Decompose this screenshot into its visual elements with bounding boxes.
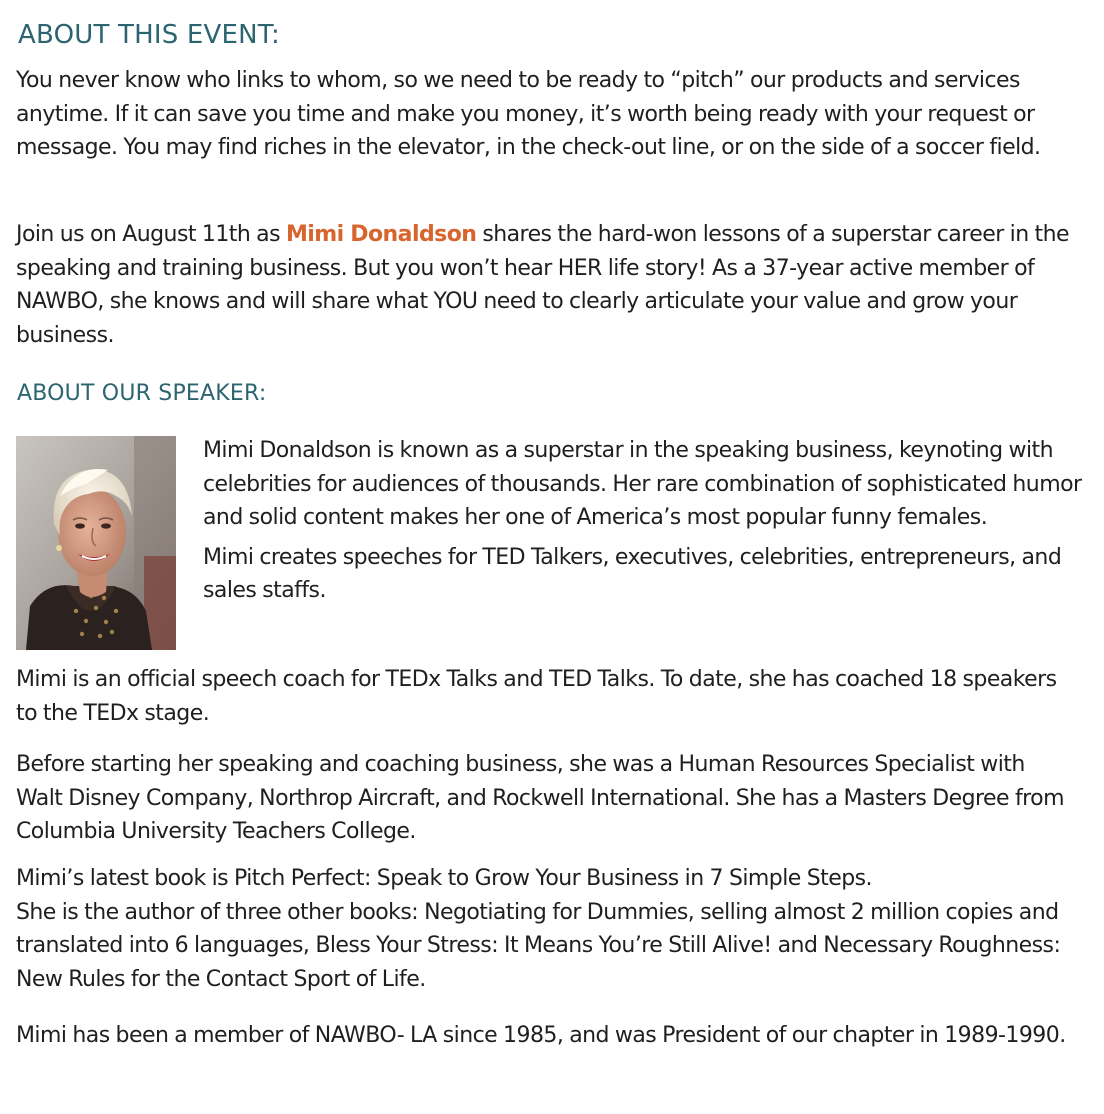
speaker-bio-speeches: Mimi creates speeches for TED Talkers, executives, celebrities, entrepreneurs, and sales staffs. <box>203 544 1062 604</box>
speaker-coaching: Mimi is an official speech coach for TEDx Talks and TED Talks. To date, she has coached 18 speakers to the TEDx stage. <box>16 667 1057 726</box>
event-details-body: shares the hard-won lessons of a superstar career in the speaking and training business. But you won’t hear HER life story! As a 37-year active member of NAWBO, she knows and will share what YOU need to clearly articulate your value and grow your business. <box>16 222 1069 348</box>
about-speaker-heading: ABOUT OUR SPEAKER: <box>17 381 267 406</box>
other-books-line: She is the author of three other books: Negotiating for Dummies, selling almost 2 million copies and translated into 6 languages, Bless Your Stress: It Means You’re Still Alive! and Necessary Roughness: New Rules for the Contact Sport of Life. <box>16 899 1061 992</box>
speaker-bio <box>203 434 1083 608</box>
latest-book-line: Mimi’s latest book is Pitch Perfect: Speak to Grow Your Business in 7 Simple Steps. <box>16 866 872 891</box>
speaker-name-link[interactable]: Mimi Donaldson <box>285 222 477 247</box>
event-details <box>16 218 1082 352</box>
about-event-heading: ABOUT THIS EVENT: <box>18 20 280 50</box>
event-details-intro: Join us on August 11th as <box>16 222 286 247</box>
speaker-background: Before starting her speaking and coaching business, she was a Human Resources Specialist with Walt Disney Company, Northrop Aircraft, and Rockwell International. She has a Masters Degree from Columbia University Teachers College. <box>16 752 1064 845</box>
speaker-books <box>16 862 1086 996</box>
speaker-membership: Mimi has been a member of NAWBO- LA since 1985, and was President of our chapter in 1989-1990. <box>16 1023 1066 1048</box>
event-description: You never know who links to whom, so we need to be ready to “pitch” our products and services anytime. If it can save you time and make you money, it’s worth being ready with your request or message. You may find riches in the elevator, in the check-out line, or on the side of a soccer field. <box>16 68 1041 161</box>
speaker-bio-intro: Mimi Donaldson is known as a superstar in the speaking business, keynoting with celebrities for audiences of thousands. Her rare combination of sophisticated humor and solid content makes her one of America’s most popular funny females. <box>203 438 1082 531</box>
speaker-portrait <box>16 436 176 650</box>
